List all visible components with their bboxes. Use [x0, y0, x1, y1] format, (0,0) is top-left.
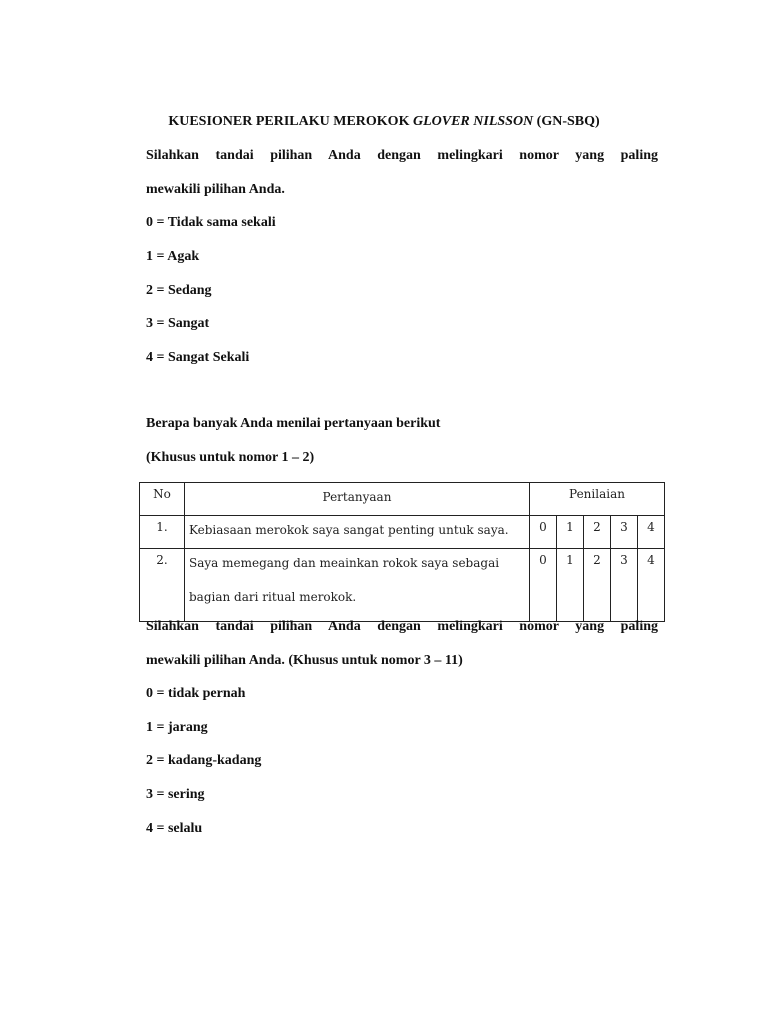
header-question: Pertanyaan — [185, 483, 530, 516]
title-main: KUESIONER PERILAKU MEROKOK — [168, 114, 413, 129]
instruction-2-line-1: Silahkan tandai pilihan Anda dengan melingkari nomor yang paling — [146, 619, 658, 634]
scale-1-item-3: 3 = Sangat — [146, 316, 210, 331]
row-2-score-1[interactable]: 1 — [557, 549, 584, 622]
table-header-row — [140, 483, 665, 516]
scale-2-item-0: 0 = tidak pernah — [146, 686, 246, 701]
instruction-1-line-2: mewakili pilihan Anda. — [146, 182, 285, 197]
row-2-score-3[interactable]: 3 — [611, 549, 638, 622]
document-title — [0, 114, 768, 130]
row-1-question — [185, 516, 530, 549]
scale-2-item-3: 3 = sering — [146, 787, 205, 802]
row-1-score-2[interactable]: 2 — [584, 516, 611, 549]
scale-2-item-4: 4 = selalu — [146, 821, 203, 836]
instruction-2-line-2: mewakili pilihan Anda. (Khusus untuk nomor 3 – 11) — [146, 653, 463, 668]
row-1-question-text: Kebiasaan merokok saya sangat penting untuk saya. — [189, 523, 509, 537]
row-2-score-0[interactable]: 0 — [530, 549, 557, 622]
title-suffix: (GN-SBQ) — [533, 114, 600, 129]
scale-1-item-1: 1 = Agak — [146, 249, 200, 264]
rating-table — [139, 482, 665, 622]
row-1-number: 1. — [140, 516, 185, 549]
header-rating: Penilaian — [530, 483, 665, 516]
table-row — [140, 549, 665, 622]
row-1-score-0[interactable]: 0 — [530, 516, 557, 549]
scale-1-item-2: 2 = Sedang — [146, 283, 212, 298]
row-2-question — [185, 549, 530, 622]
row-1-score-3[interactable]: 3 — [611, 516, 638, 549]
row-2-question-line-1: Saya memegang dan meainkan rokok saya sebagai — [189, 556, 500, 570]
scale-2-item-1: 1 = jarang — [146, 720, 208, 735]
title-italic: GLOVER NILSSON — [412, 114, 534, 129]
header-no: No — [140, 483, 185, 516]
rating-prompt: Berapa banyak Anda menilai pertanyaan berikut — [146, 416, 441, 431]
row-1-score-4[interactable]: 4 — [638, 516, 665, 549]
row-2-number: 2. — [140, 549, 185, 622]
row-1-score-1[interactable]: 1 — [557, 516, 584, 549]
row-2-score-2[interactable]: 2 — [584, 549, 611, 622]
scale-1-item-0: 0 = Tidak sama sekali — [146, 215, 276, 230]
rating-prompt-range: (Khusus untuk nomor 1 – 2) — [146, 450, 315, 465]
instruction-1-line-1: Silahkan tandai pilihan Anda dengan melingkari nomor yang paling — [146, 148, 658, 163]
scale-2-item-2: 2 = kadang-kadang — [146, 753, 262, 768]
row-2-score-4[interactable]: 4 — [638, 549, 665, 622]
table-row — [140, 516, 665, 549]
row-2-question-line-2: bagian dari ritual merokok. — [189, 590, 357, 604]
scale-1-item-4: 4 = Sangat Sekali — [146, 350, 250, 365]
